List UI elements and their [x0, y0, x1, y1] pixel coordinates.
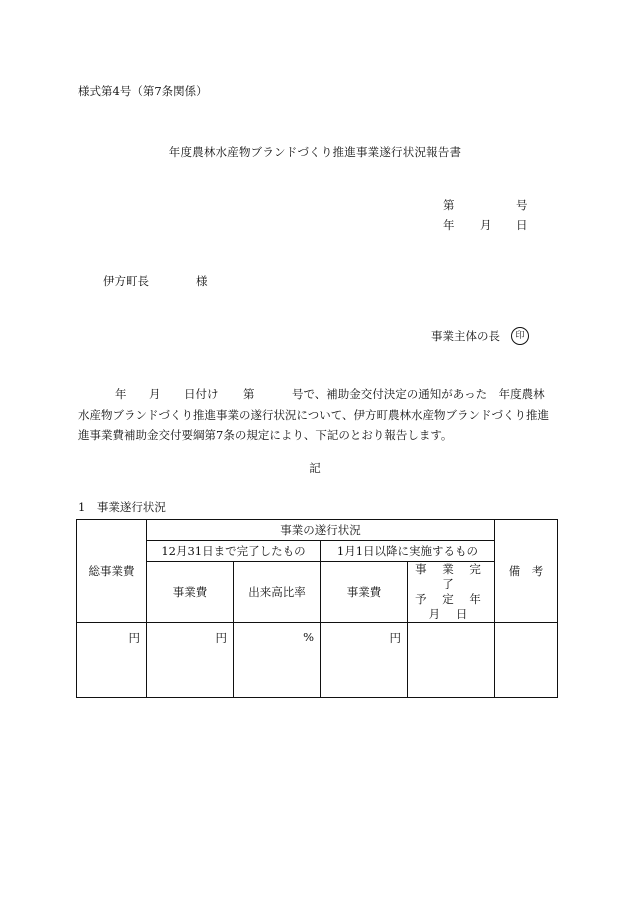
body-go-rest: 号で、補助金交付決定の通知があった 年度農林: [292, 387, 545, 401]
seal-mark: 印: [511, 327, 529, 345]
doc-number-go: 号: [516, 198, 528, 212]
doc-date-month: 月: [480, 218, 492, 232]
form-number: 様式第4号（第7条関係）: [78, 84, 208, 98]
header-remarks: 備 考: [495, 520, 558, 623]
header-planned: 1月1日以降に実施するもの: [321, 541, 495, 562]
cost-cell: 円: [147, 623, 234, 698]
doc-number-dai: 第: [443, 198, 455, 212]
sender-label: 事業主体の長: [431, 329, 500, 343]
body-line-2: 水産物ブランドづくり推進事業の遂行状況について、伊方町農林水産物ブランドづくり推進: [78, 408, 550, 422]
completion-date-cell: [408, 623, 495, 698]
body-dai: 第: [243, 387, 255, 401]
addressee-honorific: 様: [196, 274, 208, 288]
total-cost-cell: 円: [77, 623, 147, 698]
header-completion-date: [408, 562, 495, 623]
completion-date-line-1: 事 業 完 了: [415, 562, 487, 591]
body-day-dated: 日付け: [184, 387, 219, 401]
addressee-name: 伊方町長: [103, 274, 149, 288]
completion-rate-cell: %: [234, 623, 321, 698]
status-table: [76, 519, 558, 698]
body-year: 年: [115, 387, 127, 401]
section-heading: 1 事業遂行状況: [78, 500, 166, 514]
body-line-3: 進事業費補助金交付要綱第7条の規定により、下記のとおり報告します。: [78, 428, 453, 442]
header-completion-rate: 出来高比率: [234, 562, 321, 623]
header-cost: 事業費: [147, 562, 234, 623]
header-completed: 12月31日まで完了したもの: [147, 541, 321, 562]
document-title: 年度農林水産物ブランドづくり推進事業遂行状況報告書: [168, 145, 462, 159]
remarks-cell: [495, 623, 558, 698]
doc-date-day: 日: [516, 218, 528, 232]
completion-date-line-2: 予 定 年 月 日: [415, 592, 487, 621]
header-total-cost: 総事業費: [77, 520, 147, 623]
body-month: 月: [149, 387, 161, 401]
ki-heading: 記: [309, 461, 321, 475]
cost-2-cell: 円: [321, 623, 408, 698]
header-cost-2: 事業費: [321, 562, 408, 623]
doc-date-year: 年: [443, 218, 455, 232]
header-status: 事業の遂行状況: [147, 520, 495, 541]
